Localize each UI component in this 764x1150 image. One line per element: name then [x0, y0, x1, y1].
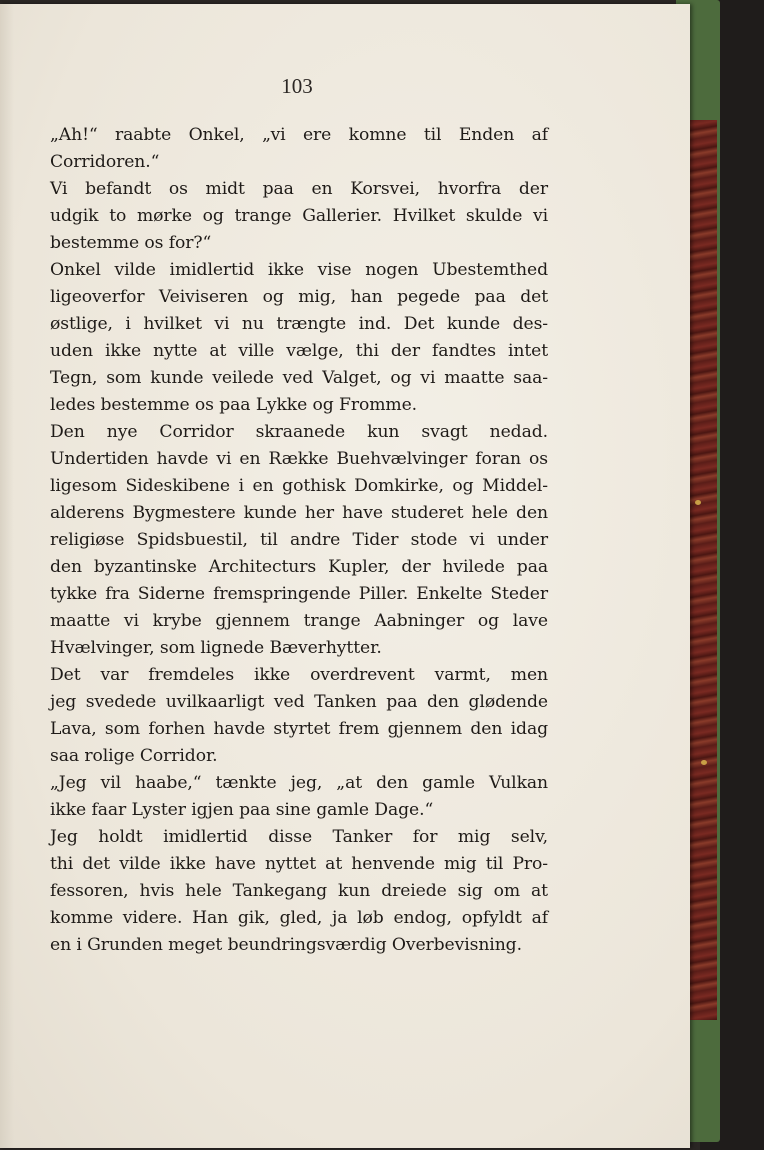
page-number: 103: [281, 74, 313, 98]
text-line: uden ikke nytte at ville vælge, thi der fandtes intet: [50, 341, 548, 361]
text-line: Hvælvinger, som lignede Bæverhytter.: [50, 638, 382, 658]
text-line: ikke faar Lyster igjen paa sine gamle Dage.“: [50, 800, 434, 820]
marble-spot: [701, 760, 707, 765]
text-line: fessoren, hvis hele Tankegang kun dreiede sig om at: [50, 881, 548, 901]
text-line: komme videre. Han gik, gled, ja løb endog, opfyldt af: [50, 908, 548, 928]
text-line: tykke fra Siderne fremspringende Piller. Enkelte Steder: [50, 584, 548, 604]
text-line: Den nye Corridor skraanede kun svagt nedad.: [50, 422, 548, 442]
text-line: jeg svedede uvilkaarligt ved Tanken paa den glødende: [50, 692, 548, 712]
text-line: ledes bestemme os paa Lykke og Fromme.: [50, 395, 418, 415]
text-line: ligeoverfor Veiviseren og mig, han pegede paa det: [50, 287, 548, 307]
text-line: „Ah!“ raabte Onkel, „vi ere komne til Enden af: [50, 125, 548, 145]
text-line: Corridoren.“: [50, 152, 160, 172]
body-text: [50, 122, 548, 959]
text-line: Jeg holdt imidlertid disse Tanker for mig selv,: [50, 827, 548, 847]
text-line: udgik to mørke og trange Gallerier. Hvilket skulde vi: [50, 206, 548, 226]
page-gutter-shadow: [0, 4, 14, 1148]
text-line: østlige, i hvilket vi nu trængte ind. Det kunde des-: [50, 314, 548, 334]
text-line: alderens Bygmestere kunde her have studeret hele den: [50, 503, 548, 523]
text-line: ligesom Sideskibene i en gothisk Domkirke, og Middel-: [50, 476, 548, 496]
text-line: Det var fremdeles ikke overdrevent varmt, men: [50, 665, 548, 685]
text-line: saa rolige Corridor.: [50, 746, 218, 766]
text-line: en i Grunden meget beundringsværdig Overbevisning.: [50, 935, 522, 955]
text-line: Lava, som forhen havde styrtet frem gjennem den idag: [50, 719, 548, 739]
text-line: Tegn, som kunde veilede ved Valget, og vi maatte saa-: [50, 368, 548, 388]
text-line: Undertiden havde vi en Række Buehvælvinger foran os: [50, 449, 548, 469]
text-line: thi det vilde ikke have nyttet at henvende mig til Pro-: [50, 854, 548, 874]
book-page: [0, 4, 690, 1148]
text-line: Vi befandt os midt paa en Korsvei, hvorfra der: [50, 179, 548, 199]
text-line: den byzantinske Architecturs Kupler, der hvilede paa: [50, 557, 548, 577]
text-line: „Jeg vil haabe,“ tænkte jeg, „at den gamle Vulkan: [50, 773, 548, 793]
text-line: Onkel vilde imidlertid ikke vise nogen Ubestemthed: [50, 260, 548, 280]
marbled-endpaper: [686, 120, 717, 1020]
marble-spot: [695, 500, 701, 505]
text-line: bestemme os for?“: [50, 233, 212, 253]
text-line: maatte vi krybe gjennem trange Aabninger og lave: [50, 611, 548, 631]
text-line: religiøse Spidsbuestil, til andre Tider stode vi under: [50, 530, 548, 550]
